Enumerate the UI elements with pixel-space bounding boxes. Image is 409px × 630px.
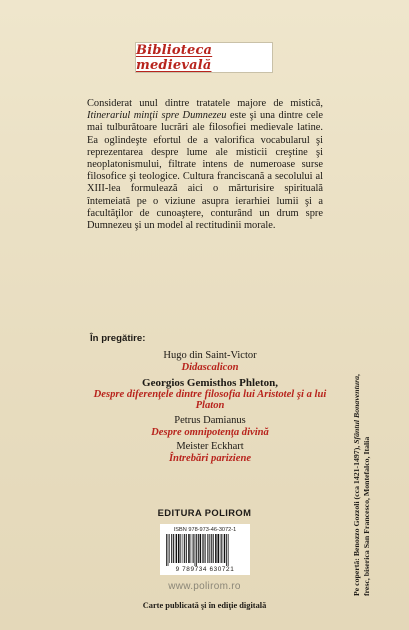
barcode-graphic [164,534,246,566]
book-title: Didascalicon [181,362,239,373]
series-logo-box [135,42,273,73]
book-title: Întrebări pariziene [168,453,252,465]
description-part1: Considerat unul dintre tratatele majore de mistică, [87,98,323,109]
barcode-bar [215,534,217,563]
barcode-bar [198,534,199,563]
publisher-website: www.polirom.ro [168,581,241,592]
book-title: Despre omnipotenţa divină [151,426,269,438]
barcode-bar [178,534,180,563]
barcode-bar [220,534,221,563]
upcoming-item [90,377,330,412]
barcode-bar [184,534,185,563]
barcode-bar [205,534,206,563]
upcoming-item [90,350,330,374]
barcode-bar [173,534,174,563]
barcode-bar [169,534,170,563]
cover-image-credit [352,316,372,596]
book-description [87,98,323,232]
barcode-bar [180,534,181,563]
barcode-bar [224,534,226,563]
isbn-barcode [160,524,250,575]
upcoming-section [90,333,330,468]
credit-line-1 [352,316,362,596]
book-title: Despre diferenţele dintre filosofia lui Aristotel şi a lui Platon [93,388,327,412]
book-author: Petrus Damianus [174,414,246,426]
description-book-title: Itinerariul minţii spre Dumnezeu [87,110,227,122]
book-author: Meister Eckhart [176,441,244,453]
credit-suffix: , [352,374,361,376]
barcode-bar [209,534,210,563]
barcode-digits: 9 789734 630721 [175,566,235,573]
barcode-bar [207,534,208,563]
book-author: Hugo din Saint-Victor [163,350,257,361]
credit-line-2: fresc, biserica San Francesco, Montefalco, Italia [362,436,371,596]
barcode-bar [218,534,220,563]
barcode-bar [168,534,169,566]
description-part2: este şi una dintre cele mai tulburătoare lucrări ale filosofiei medievale latine. Ea oglindeşte efortul de a valorifica vocabularul şi reprezentarea despre lume ale misticii creştine şi neoplatonismului, filtrate intens de numeroase surse filosofice şi teologice. Cultura franciscană a secolului al XIII-lea formulează aici o mărturisire spirituală întemeiată pe o viziune asupra ierarhiei lumii şi a facultăţilor de cunoaştere, conturând un drum spre Dumnezeu şi un model al rectitudinii morale. [87,110,323,232]
upcoming-heading: În pregătire: [90,333,146,344]
isbn-label: ISBN 978-973-46-3072-1 [173,527,237,533]
barcode-bar [195,534,196,566]
barcode-bar [226,534,227,566]
barcode-bar [203,534,204,563]
upcoming-list [90,350,330,465]
barcode-bar [200,534,202,563]
barcode-bar [186,534,187,563]
digital-edition-note: Carte publicată şi în ediţie digitală [142,601,267,610]
barcode-bar [228,534,229,566]
barcode-bar [166,534,167,566]
publisher-name: EDITURA POLIROM [157,507,252,518]
barcode-bar [188,534,190,563]
upcoming-item [90,415,330,439]
barcode-bar [211,534,212,563]
barcode-bar [193,534,194,563]
barcode-bar [202,534,203,563]
barcode-bar [191,534,192,563]
credit-artwork-title: Sfântul Bonaventura [352,375,361,444]
barcode-bar [196,534,197,566]
barcode-bar [176,534,178,563]
barcode-bar [221,534,222,563]
book-author: Georgios Gemisthos Phleton, [142,376,278,389]
upcoming-item [90,441,330,465]
barcode-bar [171,534,172,563]
barcode-bar [182,534,183,563]
series-title: Biblioteca medievală [136,42,213,73]
barcode-bar [213,534,214,563]
credit-prefix: Pe copertă: Benozzo Gozzoli (cca 1421-1497), [352,443,361,596]
